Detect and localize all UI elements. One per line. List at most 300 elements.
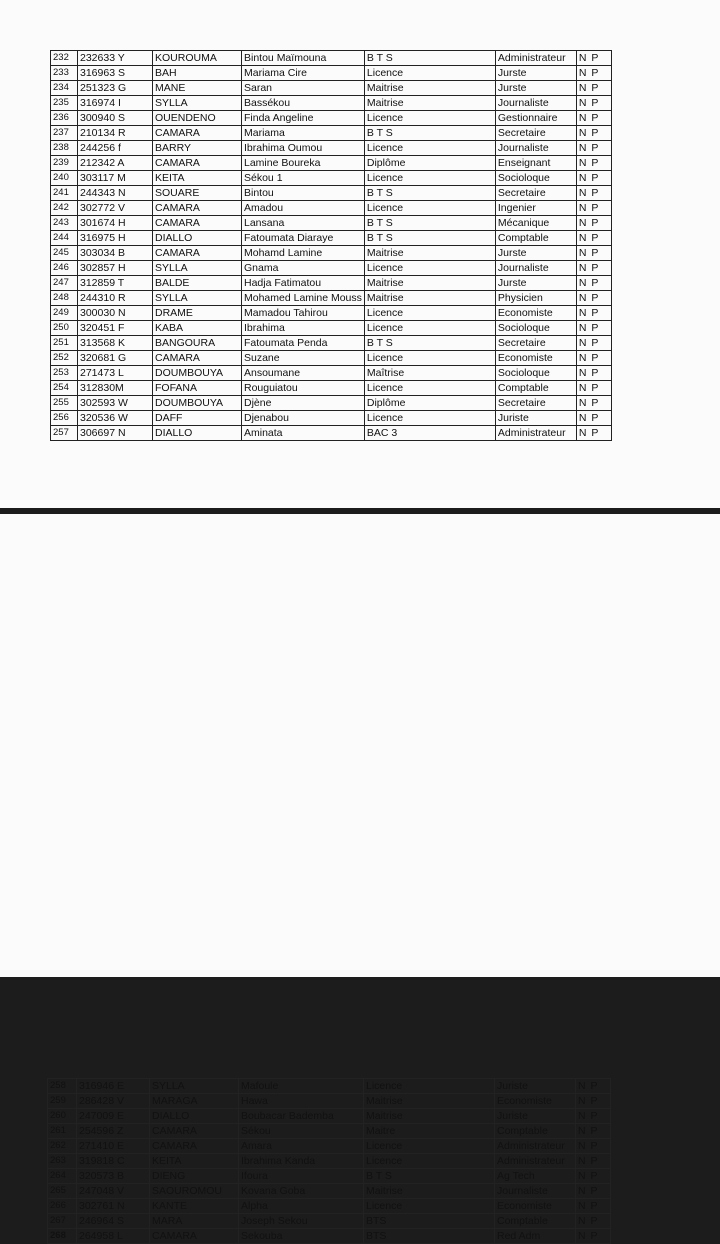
status-cell: N P xyxy=(576,1079,611,1094)
matricule-cell: 264958 L xyxy=(77,1229,150,1244)
table-row xyxy=(51,411,612,426)
last-name-cell: DOUMBOUYA xyxy=(153,366,242,381)
first-name-cell: Suzane xyxy=(242,351,365,366)
profession-cell: Jurste xyxy=(495,246,576,261)
matricule-cell: 316946 E xyxy=(77,1079,150,1094)
last-name-cell: KANTE xyxy=(150,1199,239,1214)
row-number-cell: 247 xyxy=(51,276,78,291)
table-row xyxy=(51,276,612,291)
matricule-cell: 320451 F xyxy=(78,321,153,336)
table-row xyxy=(51,126,612,141)
first-name-cell: Mohamd Lamine xyxy=(242,246,365,261)
last-name-cell: KEITA xyxy=(153,171,242,186)
matricule-cell: 247048 V xyxy=(77,1184,150,1199)
first-name-cell: Hadja Fatimatou xyxy=(242,276,365,291)
profession-cell: Jurste xyxy=(495,81,576,96)
row-number-cell: 246 xyxy=(51,261,78,276)
last-name-cell: CAMARA xyxy=(153,216,242,231)
last-name-cell: SAOUROMOU xyxy=(150,1184,239,1199)
matricule-cell: 320536 W xyxy=(78,411,153,426)
profession-cell: Gestionnaire xyxy=(495,111,576,126)
profession-cell: Economiste xyxy=(495,1094,576,1109)
profession-cell: Journaliste xyxy=(495,141,576,156)
last-name-cell: DIALLO xyxy=(153,426,242,441)
profession-cell: Socioloque xyxy=(495,171,576,186)
row-number-cell: 260 xyxy=(48,1109,77,1124)
status-cell: N P xyxy=(576,1214,611,1229)
matricule-cell: 244343 N xyxy=(78,186,153,201)
diploma-cell: Maitrise xyxy=(364,291,495,306)
table-row xyxy=(51,186,612,201)
profession-cell: Comptable xyxy=(495,1124,576,1139)
first-name-cell: Bintou Maïmouna xyxy=(242,51,365,66)
profession-cell: Socioloque xyxy=(495,366,576,381)
row-number-cell: 232 xyxy=(51,51,78,66)
diploma-cell: Licence xyxy=(364,201,495,216)
status-cell: N P xyxy=(576,306,611,321)
last-name-cell: DAFF xyxy=(153,411,242,426)
first-name-cell: Ifoura xyxy=(239,1169,364,1184)
last-name-cell: DIENG xyxy=(150,1169,239,1184)
profession-cell: Comptable xyxy=(495,231,576,246)
status-cell: N P xyxy=(576,366,611,381)
matricule-cell: 320573 B xyxy=(77,1169,150,1184)
table-row xyxy=(51,366,612,381)
profession-cell: Juriste xyxy=(495,411,576,426)
first-name-cell: Rouguiatou xyxy=(242,381,365,396)
diploma-cell: Diplôme xyxy=(364,156,495,171)
status-cell: N P xyxy=(576,216,611,231)
last-name-cell: MARAGA xyxy=(150,1094,239,1109)
diploma-cell: Maitrise xyxy=(364,246,495,261)
status-cell: N P xyxy=(576,1109,611,1124)
matricule-cell: 316975 H xyxy=(78,231,153,246)
table-row xyxy=(51,171,612,186)
last-name-cell: SYLLA xyxy=(150,1079,239,1094)
profession-cell: Jurste xyxy=(495,66,576,81)
first-name-cell: Ibrahima xyxy=(242,321,365,336)
diploma-cell: Maitrise xyxy=(364,96,495,111)
profession-cell: Economiste xyxy=(495,1199,576,1214)
last-name-cell: DIALLO xyxy=(153,231,242,246)
table-row xyxy=(51,231,612,246)
first-name-cell: Ibrahima Kanda xyxy=(239,1154,364,1169)
status-cell: N P xyxy=(576,321,611,336)
first-name-cell: Mariama xyxy=(242,126,365,141)
last-name-cell: SYLLA xyxy=(153,96,242,111)
document-page-2 xyxy=(0,514,720,1242)
row-number-cell: 253 xyxy=(51,366,78,381)
table-row xyxy=(51,336,612,351)
profession-cell: Secretaire xyxy=(495,336,576,351)
document-page-1 xyxy=(0,0,720,508)
profession-cell: Mécanique xyxy=(495,216,576,231)
row-number-cell: 243 xyxy=(51,216,78,231)
last-name-cell: OUENDENO xyxy=(153,111,242,126)
row-number-cell: 265 xyxy=(48,1184,77,1199)
profession-cell: Comptable xyxy=(495,381,576,396)
matricule-cell: 286428 V xyxy=(77,1094,150,1109)
matricule-cell: 302593 W xyxy=(78,396,153,411)
first-name-cell: Mohamed Lamine Mouss xyxy=(242,291,365,306)
status-cell: N P xyxy=(576,1139,611,1154)
first-name-cell: Mafoule xyxy=(239,1079,364,1094)
table-row xyxy=(51,306,612,321)
table-row xyxy=(48,1229,611,1244)
last-name-cell: DOUMBOUYA xyxy=(153,396,242,411)
status-cell: N P xyxy=(576,201,611,216)
row-number-cell: 240 xyxy=(51,171,78,186)
table-row xyxy=(51,156,612,171)
diploma-cell: BTS xyxy=(364,1229,495,1244)
diploma-cell: Maitrise xyxy=(364,1184,495,1199)
row-number-cell: 263 xyxy=(48,1154,77,1169)
first-name-cell: Ansoumane xyxy=(242,366,365,381)
status-cell: N P xyxy=(576,246,611,261)
diploma-cell: BAC 3 xyxy=(364,426,495,441)
first-name-cell: Ibrahima Oumou xyxy=(242,141,365,156)
row-number-cell: 251 xyxy=(51,336,78,351)
last-name-cell: CAMARA xyxy=(153,246,242,261)
diploma-cell: Licence xyxy=(364,381,495,396)
matricule-cell: 244310 R xyxy=(78,291,153,306)
matricule-cell: 210134 R xyxy=(78,126,153,141)
matricule-cell: 302857 H xyxy=(78,261,153,276)
status-cell: N P xyxy=(576,171,611,186)
profession-cell: Economiste xyxy=(495,351,576,366)
first-name-cell: Fatoumata Diaraye xyxy=(242,231,365,246)
matricule-cell: 254596 Z xyxy=(77,1124,150,1139)
profession-cell: Administrateur xyxy=(495,1154,576,1169)
row-number-cell: 254 xyxy=(51,381,78,396)
row-number-cell: 257 xyxy=(51,426,78,441)
last-name-cell: CAMARA xyxy=(153,126,242,141)
matricule-cell: 251323 G xyxy=(78,81,153,96)
last-name-cell: SYLLA xyxy=(153,291,242,306)
matricule-cell: 312859 T xyxy=(78,276,153,291)
row-number-cell: 237 xyxy=(51,126,78,141)
row-number-cell: 236 xyxy=(51,111,78,126)
row-number-cell: 262 xyxy=(48,1139,77,1154)
diploma-cell: Licence xyxy=(364,111,495,126)
profession-cell: Socioloque xyxy=(495,321,576,336)
matricule-cell: 301674 H xyxy=(78,216,153,231)
row-number-cell: 248 xyxy=(51,291,78,306)
status-cell: N P xyxy=(576,156,611,171)
table-row xyxy=(51,141,612,156)
matricule-cell: 313568 K xyxy=(78,336,153,351)
last-name-cell: CAMARA xyxy=(153,201,242,216)
status-cell: N P xyxy=(576,1229,611,1244)
matricule-cell: 212342 A xyxy=(78,156,153,171)
diploma-cell: Licence xyxy=(364,411,495,426)
last-name-cell: FOFANA xyxy=(153,381,242,396)
status-cell: N P xyxy=(576,111,611,126)
row-number-cell: 235 xyxy=(51,96,78,111)
diploma-cell: Maitrise xyxy=(364,81,495,96)
matricule-cell: 246964 S xyxy=(77,1214,150,1229)
first-name-cell: Saran xyxy=(242,81,365,96)
profession-cell: Ingenier xyxy=(495,201,576,216)
status-cell: N P xyxy=(576,1154,611,1169)
last-name-cell: MARA xyxy=(150,1214,239,1229)
table-row xyxy=(51,351,612,366)
profession-cell: Ag Tech xyxy=(495,1169,576,1184)
row-number-cell: 234 xyxy=(51,81,78,96)
row-number-cell: 244 xyxy=(51,231,78,246)
diploma-cell: Maitrise xyxy=(364,1094,495,1109)
profession-cell: Secretaire xyxy=(495,186,576,201)
table-row xyxy=(48,1139,611,1154)
profession-cell: Administrateur xyxy=(495,51,576,66)
table-row xyxy=(51,96,612,111)
matricule-cell: 303034 B xyxy=(78,246,153,261)
profession-cell: Secretaire xyxy=(495,126,576,141)
profession-cell: Enseignant xyxy=(495,156,576,171)
status-cell: N P xyxy=(576,351,611,366)
first-name-cell: Djenabou xyxy=(242,411,365,426)
table-row xyxy=(51,396,612,411)
row-number-cell: 256 xyxy=(51,411,78,426)
diploma-cell: Maîtrise xyxy=(364,366,495,381)
last-name-cell: BALDE xyxy=(153,276,242,291)
last-name-cell: CAMARA xyxy=(150,1139,239,1154)
last-name-cell: BARRY xyxy=(153,141,242,156)
last-name-cell: CAMARA xyxy=(153,156,242,171)
table-row xyxy=(51,426,612,441)
profession-cell: Physicien xyxy=(495,291,576,306)
status-cell: N P xyxy=(576,141,611,156)
first-name-cell: Amara xyxy=(239,1139,364,1154)
diploma-cell: B T S xyxy=(364,1169,495,1184)
first-name-cell: Lamine Boureka xyxy=(242,156,365,171)
table-row xyxy=(48,1184,611,1199)
status-cell: N P xyxy=(576,126,611,141)
status-cell: N P xyxy=(576,66,611,81)
first-name-cell: Lansana xyxy=(242,216,365,231)
table-row xyxy=(48,1199,611,1214)
status-cell: N P xyxy=(576,291,611,306)
table-row xyxy=(51,261,612,276)
profession-cell: Comptable xyxy=(495,1214,576,1229)
diploma-cell: B T S xyxy=(364,186,495,201)
status-cell: N P xyxy=(576,186,611,201)
table-row xyxy=(51,321,612,336)
profession-cell: Journaliste xyxy=(495,1184,576,1199)
diploma-cell: B T S xyxy=(364,336,495,351)
diploma-cell: Maitrise xyxy=(364,276,495,291)
profession-cell: Juriste xyxy=(495,1079,576,1094)
last-name-cell: BAH xyxy=(153,66,242,81)
table-row xyxy=(51,216,612,231)
row-number-cell: 266 xyxy=(48,1199,77,1214)
status-cell: N P xyxy=(576,396,611,411)
status-cell: N P xyxy=(576,381,611,396)
row-number-cell: 255 xyxy=(51,396,78,411)
table-row xyxy=(48,1214,611,1229)
diploma-cell: Licence xyxy=(364,1199,495,1214)
table-row xyxy=(48,1094,611,1109)
table-row xyxy=(51,291,612,306)
row-number-cell: 233 xyxy=(51,66,78,81)
first-name-cell: Aminata xyxy=(242,426,365,441)
matricule-cell: 302761 N xyxy=(77,1199,150,1214)
first-name-cell: Boubacar Bademba xyxy=(239,1109,364,1124)
last-name-cell: CAMARA xyxy=(153,351,242,366)
row-number-cell: 264 xyxy=(48,1169,77,1184)
row-number-cell: 267 xyxy=(48,1214,77,1229)
table-row xyxy=(51,81,612,96)
status-cell: N P xyxy=(576,1094,611,1109)
matricule-cell: 300030 N xyxy=(78,306,153,321)
row-number-cell: 261 xyxy=(48,1124,77,1139)
candidates-table-page-2 xyxy=(47,1078,611,1244)
matricule-cell: 320681 G xyxy=(78,351,153,366)
status-cell: N P xyxy=(576,231,611,246)
table-row xyxy=(51,381,612,396)
matricule-cell: 302772 V xyxy=(78,201,153,216)
first-name-cell: Amadou xyxy=(242,201,365,216)
first-name-cell: Bintou xyxy=(242,186,365,201)
first-name-cell: Finda Angeline xyxy=(242,111,365,126)
table-row xyxy=(48,1169,611,1184)
status-cell: N P xyxy=(576,1199,611,1214)
matricule-cell: 316974 I xyxy=(78,96,153,111)
status-cell: N P xyxy=(576,411,611,426)
matricule-cell: 316963 S xyxy=(78,66,153,81)
diploma-cell: Licence xyxy=(364,1139,495,1154)
status-cell: N P xyxy=(576,276,611,291)
profession-cell: Journaliste xyxy=(495,261,576,276)
status-cell: N P xyxy=(576,336,611,351)
profession-cell: Juriste xyxy=(495,1109,576,1124)
profession-cell: Administrateur xyxy=(495,1139,576,1154)
row-number-cell: 258 xyxy=(48,1079,77,1094)
row-number-cell: 268 xyxy=(48,1229,77,1244)
last-name-cell: KEITA xyxy=(150,1154,239,1169)
diploma-cell: Maitrise xyxy=(364,1109,495,1124)
row-number-cell: 242 xyxy=(51,201,78,216)
table-row xyxy=(48,1124,611,1139)
matricule-cell: 312830M xyxy=(78,381,153,396)
first-name-cell: Hawa xyxy=(239,1094,364,1109)
matricule-cell: 300940 S xyxy=(78,111,153,126)
row-number-cell: 250 xyxy=(51,321,78,336)
profession-cell: Red Adm xyxy=(495,1229,576,1244)
status-cell: N P xyxy=(576,1184,611,1199)
last-name-cell: CAMARA xyxy=(150,1229,239,1244)
status-cell: N P xyxy=(576,51,611,66)
row-number-cell: 238 xyxy=(51,141,78,156)
status-cell: N P xyxy=(576,96,611,111)
table-body-page-1 xyxy=(51,51,612,441)
first-name-cell: Djène xyxy=(242,396,365,411)
table-row xyxy=(48,1109,611,1124)
diploma-cell: B T S xyxy=(364,126,495,141)
status-cell: N P xyxy=(576,261,611,276)
profession-cell: Economiste xyxy=(495,306,576,321)
first-name-cell: Sekouba xyxy=(239,1229,364,1244)
matricule-cell: 247009 E xyxy=(77,1109,150,1124)
diploma-cell: Maitre xyxy=(364,1124,495,1139)
first-name-cell: Bassékou xyxy=(242,96,365,111)
profession-cell: Secretaire xyxy=(495,396,576,411)
row-number-cell: 241 xyxy=(51,186,78,201)
diploma-cell: Licence xyxy=(364,321,495,336)
first-name-cell: Mamadou Tahirou xyxy=(242,306,365,321)
first-name-cell: Sékou xyxy=(239,1124,364,1139)
last-name-cell: KABA xyxy=(153,321,242,336)
table-body-page-2 xyxy=(48,1079,611,1244)
matricule-cell: 306697 N xyxy=(78,426,153,441)
diploma-cell: B T S xyxy=(364,51,495,66)
diploma-cell: Licence xyxy=(364,66,495,81)
last-name-cell: MANE xyxy=(153,81,242,96)
first-name-cell: Mariama Cire xyxy=(242,66,365,81)
last-name-cell: SYLLA xyxy=(153,261,242,276)
row-number-cell: 249 xyxy=(51,306,78,321)
diploma-cell: B T S xyxy=(364,216,495,231)
first-name-cell: Alpha xyxy=(239,1199,364,1214)
last-name-cell: SOUARE xyxy=(153,186,242,201)
matricule-cell: 303117 M xyxy=(78,171,153,186)
status-cell: N P xyxy=(576,426,611,441)
matricule-cell: 319818 C xyxy=(77,1154,150,1169)
last-name-cell: CAMARA xyxy=(150,1124,239,1139)
profession-cell: Administrateur xyxy=(495,426,576,441)
candidates-table-page-1 xyxy=(50,50,612,441)
table-row xyxy=(51,246,612,261)
table-row xyxy=(48,1154,611,1169)
matricule-cell: 232633 Y xyxy=(78,51,153,66)
diploma-cell: BTS xyxy=(364,1214,495,1229)
status-cell: N P xyxy=(576,1169,611,1184)
row-number-cell: 239 xyxy=(51,156,78,171)
diploma-cell: Licence xyxy=(364,261,495,276)
last-name-cell: DIALLO xyxy=(150,1109,239,1124)
last-name-cell: KOUROUMA xyxy=(153,51,242,66)
row-number-cell: 245 xyxy=(51,246,78,261)
first-name-cell: Sékou 1 xyxy=(242,171,365,186)
status-cell: N P xyxy=(576,81,611,96)
table-row xyxy=(51,51,612,66)
profession-cell: Journaliste xyxy=(495,96,576,111)
table-row xyxy=(51,111,612,126)
table-row xyxy=(51,201,612,216)
diploma-cell: Licence xyxy=(364,141,495,156)
status-cell: N P xyxy=(576,1124,611,1139)
diploma-cell: Licence xyxy=(364,1154,495,1169)
profession-cell: Jurste xyxy=(495,276,576,291)
first-name-cell: Fatoumata Penda xyxy=(242,336,365,351)
first-name-cell: Joseph Sekou xyxy=(239,1214,364,1229)
last-name-cell: DRAME xyxy=(153,306,242,321)
last-name-cell: BANGOURA xyxy=(153,336,242,351)
table-row xyxy=(48,1079,611,1094)
diploma-cell: Licence xyxy=(364,1079,495,1094)
row-number-cell: 252 xyxy=(51,351,78,366)
diploma-cell: Diplôme xyxy=(364,396,495,411)
matricule-cell: 244256 f xyxy=(78,141,153,156)
diploma-cell: B T S xyxy=(364,231,495,246)
first-name-cell: Kovana Goba xyxy=(239,1184,364,1199)
table-row xyxy=(51,66,612,81)
diploma-cell: Licence xyxy=(364,171,495,186)
diploma-cell: Licence xyxy=(364,306,495,321)
matricule-cell: 271473 L xyxy=(78,366,153,381)
first-name-cell: Gnama xyxy=(242,261,365,276)
matricule-cell: 271410 E xyxy=(77,1139,150,1154)
